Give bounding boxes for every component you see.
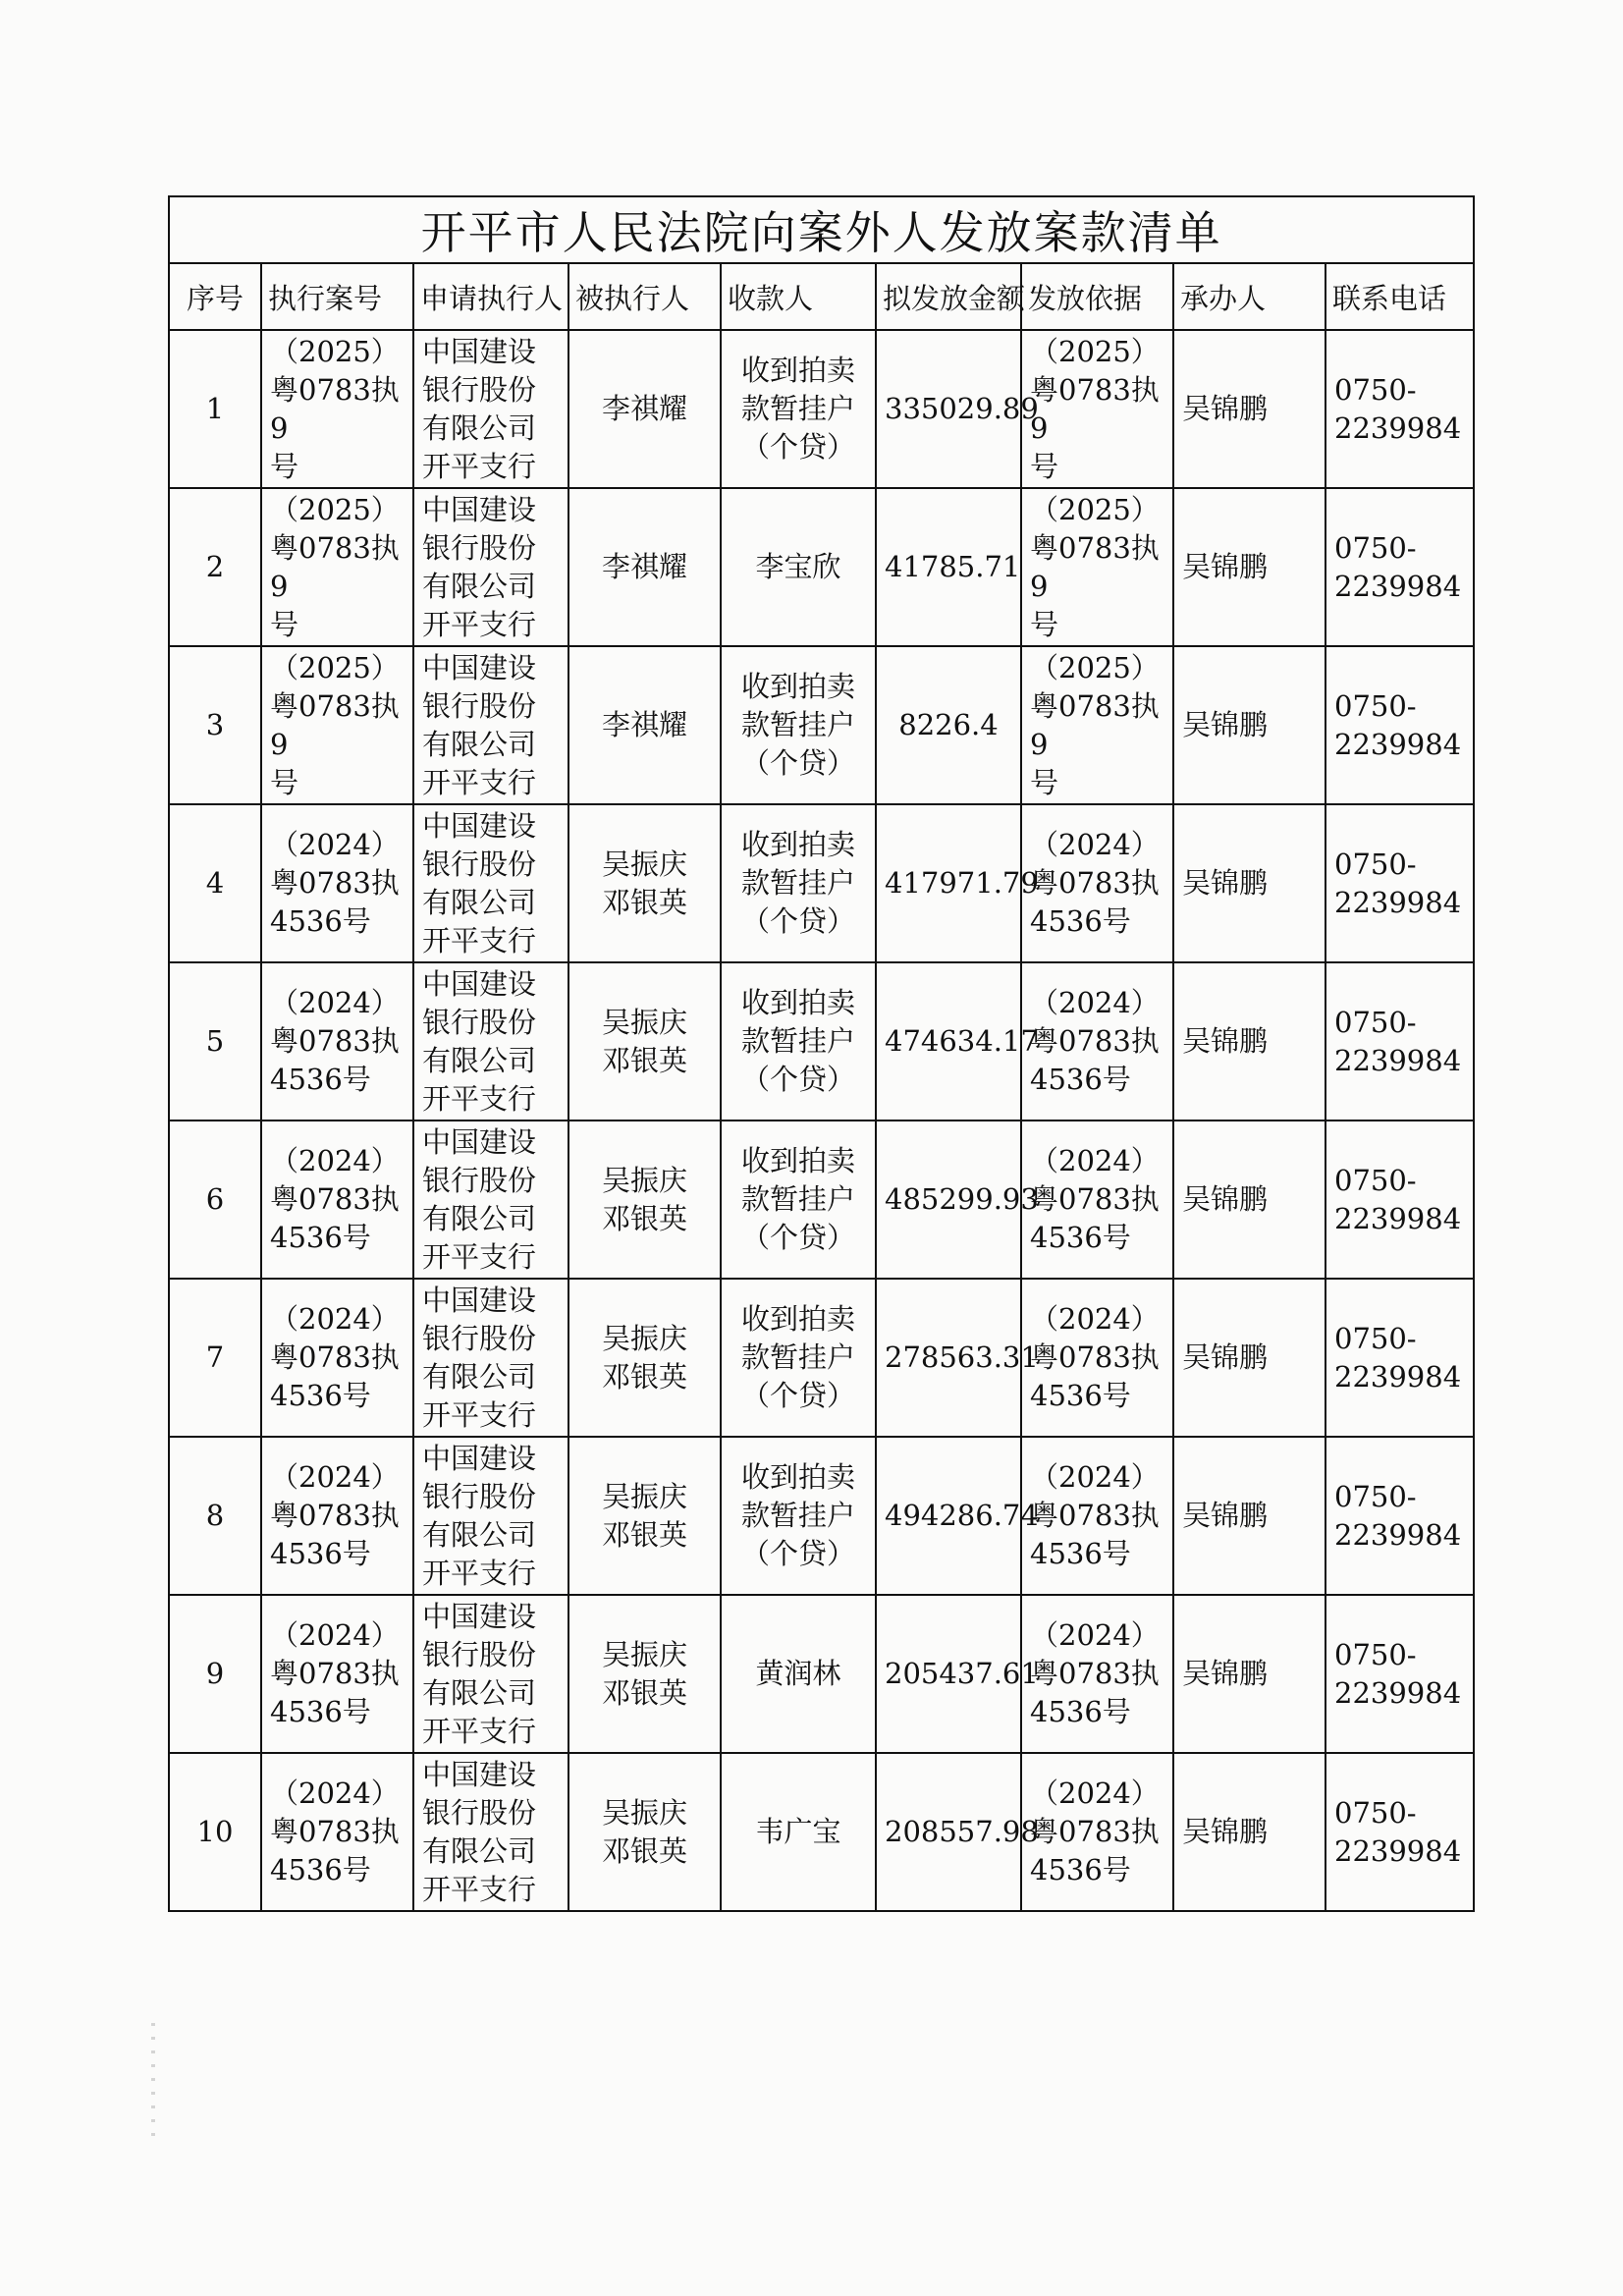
cell-basis: （2024） 粤0783执 4536号 [1021, 962, 1173, 1121]
cell-amount: 474634.17 [876, 962, 1021, 1121]
cell-case-no: （2024） 粤0783执 4536号 [261, 962, 413, 1121]
table-header-row [169, 263, 1474, 330]
cell-applicant: 中国建设 银行股份 有限公司 开平支行 [413, 804, 568, 962]
cell-amount: 485299.93 [876, 1121, 1021, 1279]
cell-phone: 0750- 2239984 [1325, 330, 1474, 488]
cell-handler: 吴锦鹏 [1173, 488, 1325, 646]
cell-basis: （2024） 粤0783执 4536号 [1021, 1279, 1173, 1437]
table-row [169, 646, 1474, 804]
cell-applicant: 中国建设 银行股份 有限公司 开平支行 [413, 1753, 568, 1911]
cell-basis: （2025） 粤0783执9 号 [1021, 646, 1173, 804]
cell-handler: 吴锦鹏 [1173, 646, 1325, 804]
cell-case-no: （2024） 粤0783执 4536号 [261, 1595, 413, 1753]
cell-handler: 吴锦鹏 [1173, 962, 1325, 1121]
cell-phone: 0750- 2239984 [1325, 488, 1474, 646]
cell-applicant: 中国建设 银行股份 有限公司 开平支行 [413, 646, 568, 804]
cell-amount: 494286.74 [876, 1437, 1021, 1595]
header-phone: 联系电话 [1325, 263, 1474, 330]
cell-respondent: 吴振庆 邓银英 [568, 962, 721, 1121]
cell-case-no: （2025） 粤0783执9 号 [261, 330, 413, 488]
document-title: 开平市人民法院向案外人发放案款清单 [169, 196, 1474, 263]
cell-payee: 收到拍卖 款暂挂户 （个贷） [721, 962, 876, 1121]
header-payee: 收款人 [721, 263, 876, 330]
cell-case-no: （2024） 粤0783执 4536号 [261, 1437, 413, 1595]
cell-case-no: （2024） 粤0783执 4536号 [261, 1121, 413, 1279]
header-case-no: 执行案号 [261, 263, 413, 330]
cell-basis: （2025） 粤0783执9 号 [1021, 330, 1173, 488]
cell-seq: 1 [169, 330, 261, 488]
table-row [169, 1437, 1474, 1595]
cell-seq: 9 [169, 1595, 261, 1753]
cell-respondent: 吴振庆 邓银英 [568, 1595, 721, 1753]
cell-respondent: 吴振庆 邓银英 [568, 804, 721, 962]
table-row [169, 488, 1474, 646]
cell-basis: （2024） 粤0783执 4536号 [1021, 804, 1173, 962]
cell-applicant: 中国建设 银行股份 有限公司 开平支行 [413, 1595, 568, 1753]
cell-seq: 4 [169, 804, 261, 962]
cell-applicant: 中国建设 银行股份 有限公司 开平支行 [413, 330, 568, 488]
cell-case-no: （2025） 粤0783执9 号 [261, 646, 413, 804]
cell-handler: 吴锦鹏 [1173, 330, 1325, 488]
cell-basis: （2024） 粤0783执 4536号 [1021, 1595, 1173, 1753]
scan-artifact [151, 2023, 155, 2141]
cell-basis: （2024） 粤0783执 4536号 [1021, 1437, 1173, 1595]
cell-respondent: 吴振庆 邓银英 [568, 1121, 721, 1279]
header-applicant: 申请执行人 [413, 263, 568, 330]
cell-amount: 417971.79 [876, 804, 1021, 962]
cell-seq: 8 [169, 1437, 261, 1595]
cell-applicant: 中国建设 银行股份 有限公司 开平支行 [413, 1279, 568, 1437]
table-row [169, 1595, 1474, 1753]
cell-phone: 0750- 2239984 [1325, 962, 1474, 1121]
cell-amount: 41785.71 [876, 488, 1021, 646]
table-row [169, 804, 1474, 962]
cell-amount: 278563.31 [876, 1279, 1021, 1437]
cell-handler: 吴锦鹏 [1173, 1753, 1325, 1911]
cell-payee: 收到拍卖 款暂挂户 （个贷） [721, 646, 876, 804]
table-row [169, 1753, 1474, 1911]
cell-amount: 208557.98 [876, 1753, 1021, 1911]
cell-seq: 5 [169, 962, 261, 1121]
cell-handler: 吴锦鹏 [1173, 1595, 1325, 1753]
cell-seq: 3 [169, 646, 261, 804]
cell-phone: 0750- 2239984 [1325, 1437, 1474, 1595]
cell-payee: 收到拍卖 款暂挂户 （个贷） [721, 1121, 876, 1279]
cell-payee: 收到拍卖 款暂挂户 （个贷） [721, 1279, 876, 1437]
cell-seq: 6 [169, 1121, 261, 1279]
cell-payee: 李宝欣 [721, 488, 876, 646]
cell-payee: 韦广宝 [721, 1753, 876, 1911]
cell-handler: 吴锦鹏 [1173, 804, 1325, 962]
cell-phone: 0750- 2239984 [1325, 1279, 1474, 1437]
header-respondent: 被执行人 [568, 263, 721, 330]
cell-applicant: 中国建设 银行股份 有限公司 开平支行 [413, 488, 568, 646]
cell-basis: （2024） 粤0783执 4536号 [1021, 1121, 1173, 1279]
header-handler: 承办人 [1173, 263, 1325, 330]
cell-respondent: 李祺耀 [568, 330, 721, 488]
cell-phone: 0750- 2239984 [1325, 1121, 1474, 1279]
cell-applicant: 中国建设 银行股份 有限公司 开平支行 [413, 962, 568, 1121]
cell-respondent: 吴振庆 邓银英 [568, 1753, 721, 1911]
cell-amount: 8226.4 [876, 646, 1021, 804]
cell-respondent: 吴振庆 邓银英 [568, 1279, 721, 1437]
case-payment-table [168, 195, 1475, 1912]
cell-applicant: 中国建设 银行股份 有限公司 开平支行 [413, 1437, 568, 1595]
cell-respondent: 李祺耀 [568, 488, 721, 646]
cell-payee: 黄润林 [721, 1595, 876, 1753]
cell-amount: 335029.89 [876, 330, 1021, 488]
cell-seq: 2 [169, 488, 261, 646]
cell-phone: 0750- 2239984 [1325, 804, 1474, 962]
cell-basis: （2025） 粤0783执9 号 [1021, 488, 1173, 646]
cell-seq: 10 [169, 1753, 261, 1911]
table-row [169, 962, 1474, 1121]
cell-respondent: 吴振庆 邓银英 [568, 1437, 721, 1595]
cell-phone: 0750- 2239984 [1325, 1595, 1474, 1753]
cell-basis: （2024） 粤0783执 4536号 [1021, 1753, 1173, 1911]
table-row [169, 330, 1474, 488]
table-row [169, 1279, 1474, 1437]
cell-applicant: 中国建设 银行股份 有限公司 开平支行 [413, 1121, 568, 1279]
cell-respondent: 李祺耀 [568, 646, 721, 804]
cell-handler: 吴锦鹏 [1173, 1121, 1325, 1279]
header-seq: 序号 [169, 263, 261, 330]
cell-seq: 7 [169, 1279, 261, 1437]
header-amount: 拟发放金额 [876, 263, 1021, 330]
cell-phone: 0750- 2239984 [1325, 1753, 1474, 1911]
header-basis: 发放依据 [1021, 263, 1173, 330]
table-row [169, 1121, 1474, 1279]
cell-handler: 吴锦鹏 [1173, 1437, 1325, 1595]
cell-handler: 吴锦鹏 [1173, 1279, 1325, 1437]
cell-payee: 收到拍卖 款暂挂户 （个贷） [721, 804, 876, 962]
cell-case-no: （2024） 粤0783执 4536号 [261, 1279, 413, 1437]
cell-case-no: （2025） 粤0783执9 号 [261, 488, 413, 646]
cell-case-no: （2024） 粤0783执 4536号 [261, 1753, 413, 1911]
cell-case-no: （2024） 粤0783执 4536号 [261, 804, 413, 962]
cell-amount: 205437.61 [876, 1595, 1021, 1753]
cell-payee: 收到拍卖 款暂挂户 （个贷） [721, 1437, 876, 1595]
cell-phone: 0750- 2239984 [1325, 646, 1474, 804]
cell-payee: 收到拍卖 款暂挂户 （个贷） [721, 330, 876, 488]
